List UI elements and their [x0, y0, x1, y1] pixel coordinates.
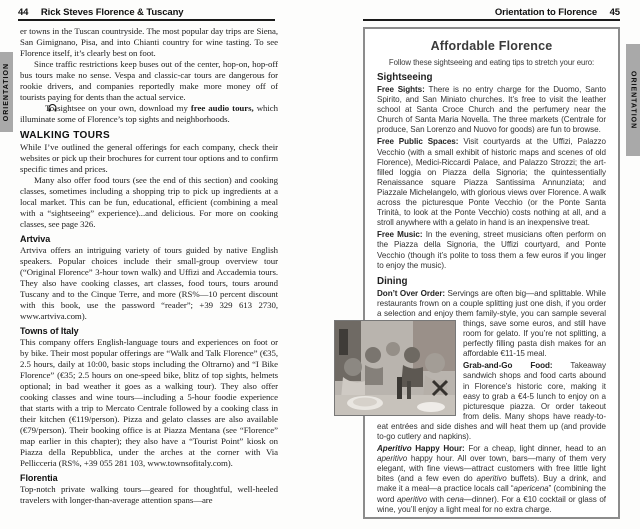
dont-over-order-text-b: sample several things, save some euros, and still have room for gelato. If you’re not splitting, a perfectly filling pasta dish makes for an affordable €11-15 meal. — [463, 308, 606, 359]
affordable-florence-sidebar — [363, 27, 620, 519]
paragraph-audio-tours — [20, 103, 278, 125]
restaurant-diners-photo — [335, 321, 455, 415]
walking-tours-paragraph-2: Many also offer food tours (see the end of this section) and cooking classes, sometimes including a shopping trip to pick up ingredients at a local market. This can be fun, educational, efficient (combining a meal with a “sightseeing” experience)...and delicious. For more on cooking classes, see page 326. — [20, 175, 278, 229]
apericena-italic: apericena — [513, 484, 549, 494]
right-header-rule — [363, 19, 620, 21]
aperitivo-seg5: with — [427, 494, 447, 504]
free-public-spaces-lead: Free Public Spaces: — [377, 137, 459, 147]
right-page-header — [363, 7, 620, 18]
grab-and-go-text: Takeaway sandwich shops and food carts abound in Florence’s historic core, making it easy to grab a €4-5 lunch to enjoy on a picturesque piazza. Or order takeout from delis. Many shops have ready-to-eat entrées and side dishes and will heat them up (and provide to-go cutlery and napkins). — [377, 361, 606, 441]
free-music-text: In the evening, street musicians often perform on the Piazza della Signoria, the Uffizi courtyard, and Ponte Vecchio (though it’s polite to toss them a few euros if you linger to enjoy the music). — [377, 230, 606, 270]
left-page-header — [18, 7, 276, 18]
free-sights-text: There is no entry charge for the Duomo, Santo Spirito, and San Miniato churches. It’s free to visit the leather school at Santa Croce Church and the perfumery near the Church of Santa Maria Novella. The three markets (Centrale for produce, San Lorenzo and Nuovo for goods) are fun to browse. — [377, 85, 606, 135]
orientation-tab-right-label: ORIENTATION — [629, 70, 637, 130]
florentia-heading: Florentia — [20, 473, 58, 483]
dining-heading: Dining — [377, 275, 408, 287]
left-header-rule — [18, 19, 275, 21]
sightseeing-heading: Sightseeing — [377, 72, 433, 83]
free-music-paragraph — [377, 230, 606, 270]
walking-tours-paragraph-1: While I’ve outlined the general offerings for each company, check their websites or pick up their brochures for current tour options and to confirm specific times and prices. — [20, 142, 278, 174]
artviva-paragraph: Artviva offers an intriguing variety of tours guided by native English speakers. Popular choices include their small-group overview tour (“Original Florence” 3-hour town walk) and Uffizi and Accademia tours. They also have cooking classes, art classes, food tours, tours around Tuscany and to the Cinque Terre, and more (RS%—10 percent discount with this book, use the password “reader”; +39 329 613 2730, www.artviva.com). — [20, 245, 278, 321]
orientation-tab-left-label: ORIENTATION — [3, 62, 10, 122]
right-page-number: 45 — [609, 7, 620, 18]
aperitivo-seg6: —dinner). For a €10 cocktail or glass of wine, you’ll enjoy a light meal for no extra charge. — [377, 494, 606, 514]
aperitivo-lead-italic: Aperitivo — [377, 444, 412, 454]
paragraph-traffic: Since traffic restrictions keep buses out of the center, hop-on, hop-off bus tours make no sense. Vespa and classic-car tours are dangerous for rookie drivers, and companies reportedly make more money off of tourists paying for dents than the actual service. — [20, 59, 278, 102]
orientation-tab-right — [626, 44, 640, 156]
aperitivo-italic-1: aperitivo — [377, 454, 408, 464]
grab-and-go-lead: Grab-and-Go Food: — [463, 361, 553, 371]
sidebar-title: Affordable Florence — [430, 39, 553, 53]
aperitivo-paragraph — [377, 444, 606, 515]
free-music-lead: Free Music: — [377, 230, 423, 240]
left-page-number: 44 — [18, 7, 29, 18]
cena-italic: cena — [446, 494, 464, 504]
aperitivo-seg3: buffets). Buy a drink, and make it a meal—a practice locals call “ — [377, 474, 606, 494]
aperitivo-italic-2: aperitivo — [476, 474, 507, 484]
dont-over-order-lead: Don’t Over Order: — [377, 288, 446, 298]
free-sights-paragraph — [377, 85, 606, 135]
towns-of-italy-heading: Towns of Italy — [20, 326, 79, 336]
aperitivo-italic-3: aperitivo — [396, 494, 428, 504]
dont-over-order-text-a: Servings are often big—and splittable. While restaurants frown on a couple splitting just one dish, if you order a selection and enjoy them family-style, you can — [377, 288, 607, 318]
orientation-tab-left — [0, 52, 13, 132]
audio-tours-text-post: which illuminate some of Florence’s top sights and neighborhoods. — [20, 103, 278, 124]
paragraph-daytrips: er towns in the Tuscan countryside. The most popular day trips are Siena, San Gimignano, Pisa, and into Chianti country for wine tasting. To see Florence itself, it’s clearly best on foot. — [20, 26, 278, 58]
free-audio-tours-bold: free audio tours, — [190, 103, 254, 113]
right-page-title: Orientation to Florence — [494, 7, 598, 18]
aperitivo-seg4: ” (combining the word — [377, 484, 606, 504]
florentia-paragraph: Top-notch private walking tours—geared for thoughtful, well-heeled travelers with longer-than-average attention spans—are — [20, 484, 278, 505]
left-page-title: Rick Steves Florence & Tuscany — [40, 7, 184, 18]
free-public-spaces-text: Visit courtyards at the Uffizi, Palazzo Vecchio (with a small exhibit of historic maps and scenes of old Florence), Medici-Riccardi Palace, and Palazzo Strozzi; the art-filled loggia on Piazza della Signoria; the quintessentially Renaissance square Piazza Santissima Annunziata; and Piazzale Michelangelo, with glorious views over Florence. A walk across the picturesque Ponte Vecchio (or the Ponte Santa Trinità, to look at the Ponte Vecchio) costs nothing at all, and a stroll anywhere with a gelato in hand is an inexpensive treat. — [377, 137, 606, 228]
left-page-body — [20, 26, 278, 526]
artviva-heading: Artviva — [20, 234, 51, 244]
aperitivo-lead-rest: Happy Hour: — [411, 444, 465, 454]
aperitivo-seg2: happy hour. All over town, bars—many of them very elegant, with fine views—attract customers with free little light bites (and a few even do — [377, 454, 606, 484]
aperitivo-seg1: For a cheap, light dinner, head to an — [464, 444, 606, 454]
walking-tours-heading: WALKING TOURS — [20, 130, 111, 141]
sidebar-intro: Follow these sightseeing and eating tips to stretch your euro: — [388, 58, 595, 67]
free-public-spaces-paragraph — [377, 137, 606, 228]
towns-of-italy-paragraph: This company offers English-language tours and experiences on foot or by bike. Their most popular offerings are “Walk and Talk Florence” (€35, 2.5 hours, daily at 10:00, basic stops including the Oltrarno) and “I Bike Florence” (€35; 2.5 hours on one-speed bike, blitz of top sights, helmets optional; in bad weather it goes as a walking tour). They also offer cooking classes and wine tours—including a 5-hour foodie experience that starts with a trip to Mercato Centrale followed by a cooking class in their kitchen (€119/person). Pizza and gelato classes are also available (€79/person). Their booking office is at Piazza Mentana (see “Florence” map earlier in this chapter); they also have a “Tourist Point” kiosk on Piazza della Repubblica, under the arches at the corner with Via Pellicceria (RS%, +39 055 281 103, www.townsofitaly.com). — [20, 337, 278, 468]
free-sights-lead: Free Sights: — [377, 85, 425, 94]
dont-over-order-paragraph — [377, 289, 606, 360]
headphones-icon — [34, 104, 43, 112]
audio-tours-text-pre: To sightsee on your own, download my — [45, 103, 191, 113]
